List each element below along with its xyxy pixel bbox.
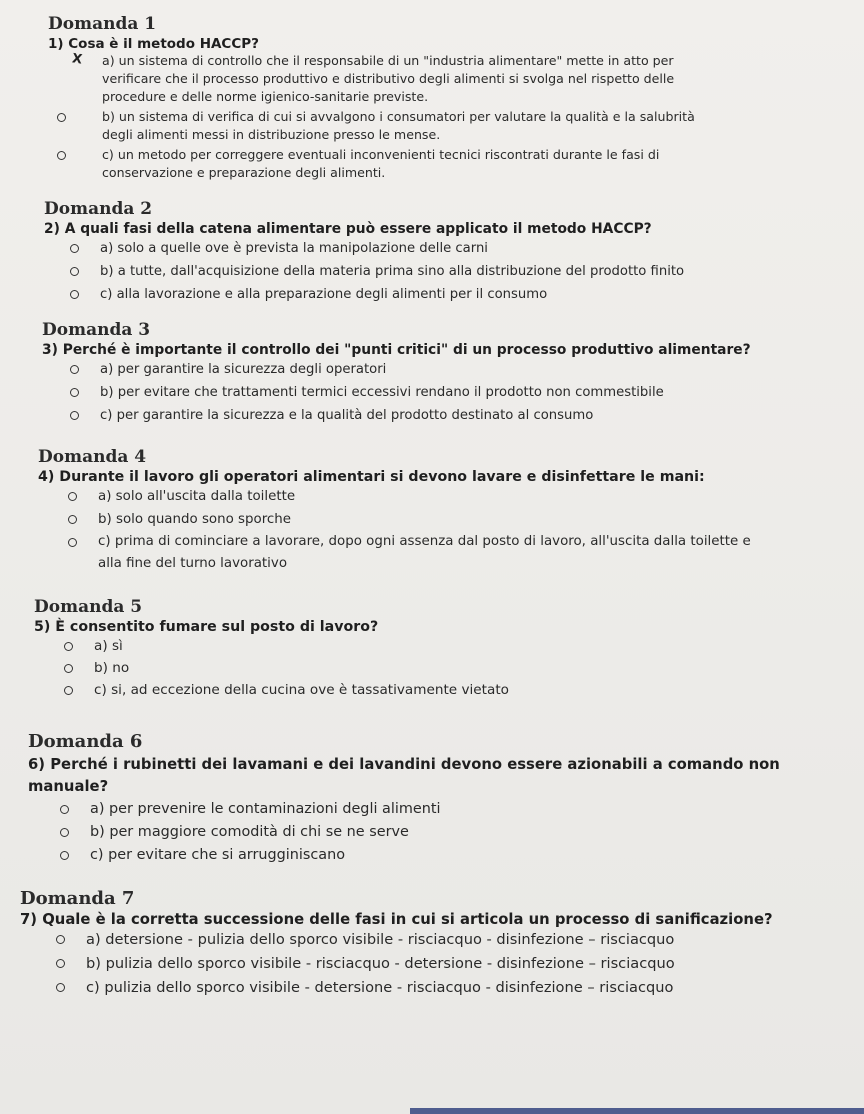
answer-option-a[interactable]: a) solo all'uscita dalla toilette — [98, 485, 864, 508]
radio-button[interactable] — [57, 151, 66, 160]
radio-button[interactable] — [60, 805, 69, 814]
answer-option-c[interactable]: c) si, ad eccezione della cucina ove è tassativamente vietato — [94, 679, 864, 701]
bottom-edge-bar — [410, 1108, 864, 1114]
answer-option-c[interactable]: c) pulizia dello sporco visibile - detersione - risciacquo - disinfezione – risciacquo — [86, 976, 864, 1000]
radio-button[interactable] — [68, 515, 77, 524]
question-text: 3) Perché è importante il controllo dei "punti critici" di un processo produttivo alimentare? — [42, 342, 751, 358]
radio-button[interactable] — [70, 290, 79, 299]
answer-option-c[interactable]: c) per garantire la sicurezza e la qualità del prodotto destinato al consumo — [100, 404, 864, 427]
question-7 — [0, 888, 864, 1000]
answer-option-a[interactable]: a) detersione - pulizia dello sporco visibile - risciacquo - disinfezione – risciacquo — [86, 928, 864, 952]
radio-button[interactable] — [64, 642, 73, 651]
question-text: 1) Cosa è il metodo HACCP? — [48, 36, 259, 52]
question-heading: Domanda 5 — [34, 597, 143, 617]
answer-option-a[interactable]: a) solo a quelle ove è prevista la manipolazione delle carni — [100, 237, 864, 260]
answer-option-c[interactable]: c) prima di cominciare a lavorare, dopo ogni assenza dal posto di lavoro, all'uscita dalla toilette e alla fine del turno lavorativo — [98, 531, 864, 575]
answer-option-b[interactable]: b) no — [94, 657, 864, 679]
radio-button[interactable] — [56, 983, 65, 992]
answer-option-b[interactable]: b) per maggiore comodità di chi se ne serve — [90, 821, 864, 844]
question-heading: Domanda 6 — [28, 731, 143, 752]
question-6 — [0, 731, 864, 867]
question-heading: Domanda 3 — [42, 320, 151, 340]
radio-button[interactable] — [57, 113, 66, 122]
answer-option-a[interactable]: a) per garantire la sicurezza degli operatori — [100, 358, 864, 381]
question-text: 2) A quali fasi della catena alimentare può essere applicato il metodo HACCP? — [44, 221, 652, 237]
radio-button[interactable] — [56, 935, 65, 944]
answer-mark: X — [71, 51, 84, 68]
question-text: 7) Quale è la corretta successione delle fasi in cui si articola un processo di sanificazione? — [20, 911, 773, 928]
question-text: 4) Durante il lavoro gli operatori alimentari si devono lavare e disinfettare le mani: — [38, 469, 705, 485]
answer-option-c[interactable]: c) per evitare che si arrugginiscano — [90, 844, 864, 867]
radio-button[interactable] — [68, 492, 77, 501]
question-4 — [0, 447, 864, 575]
question-text: 6) Perché i rubinetti dei lavamani e dei lavandini devono essere azionabili a comando non manuale? — [28, 756, 780, 795]
radio-button[interactable] — [70, 411, 79, 420]
radio-button[interactable] — [70, 365, 79, 374]
question-1 — [0, 14, 864, 182]
answer-option-a[interactable]: a) per prevenire le contaminazioni degli alimenti — [90, 798, 864, 821]
radio-button[interactable] — [64, 664, 73, 673]
answer-option-b[interactable]: b) a tutte, dall'acquisizione della materia prima sino alla distribuzione del prodotto finito — [100, 260, 864, 283]
radio-button[interactable] — [60, 828, 69, 837]
answer-option-a[interactable]: X a) un sistema di controllo che il responsabile di un "industria alimentare" mette in atto per verificare che il processo produttivo e distributivo degli alimenti si svolga nel rispetto delle procedure e delle norme igienico-sanitarie previste. — [71, 51, 675, 104]
question-heading: Domanda 7 — [20, 888, 135, 909]
question-5 — [0, 597, 864, 701]
radio-button[interactable] — [70, 267, 79, 276]
radio-button[interactable] — [70, 244, 79, 253]
answer-option-b[interactable]: b) solo quando sono sporche — [98, 508, 864, 531]
answer-option-c[interactable]: c) un metodo per correggere eventuali inconvenienti tecnici riscontrati durante le fasi di conservazione e preparazione degli alimenti. — [102, 146, 864, 182]
question-text: 5) È consentito fumare sul posto di lavoro? — [34, 619, 379, 635]
radio-button[interactable] — [60, 851, 69, 860]
radio-button[interactable] — [64, 686, 73, 695]
answer-option-b[interactable]: b) un sistema di verifica di cui si avvalgono i consumatori per valutare la qualità e la salubrità degli alimenti messi in distribuzione presso le mense. — [102, 108, 864, 144]
question-heading: Domanda 4 — [38, 447, 147, 467]
answer-option-a[interactable]: a) sì — [94, 635, 864, 657]
radio-button[interactable] — [68, 538, 77, 547]
answer-option-c[interactable]: c) alla lavorazione e alla preparazione degli alimenti per il consumo — [100, 283, 864, 306]
radio-button[interactable] — [56, 959, 65, 968]
question-heading: Domanda 1 — [48, 14, 157, 34]
answer-option-b[interactable]: b) per evitare che trattamenti termici eccessivi rendano il prodotto non commestibile — [100, 381, 864, 404]
question-2 — [0, 199, 864, 306]
question-heading: Domanda 2 — [44, 199, 153, 219]
answer-option-b[interactable]: b) pulizia dello sporco visibile - risciacquo - detersione - disinfezione – risciacquo — [86, 952, 864, 976]
question-3 — [0, 320, 864, 427]
radio-button[interactable] — [70, 388, 79, 397]
